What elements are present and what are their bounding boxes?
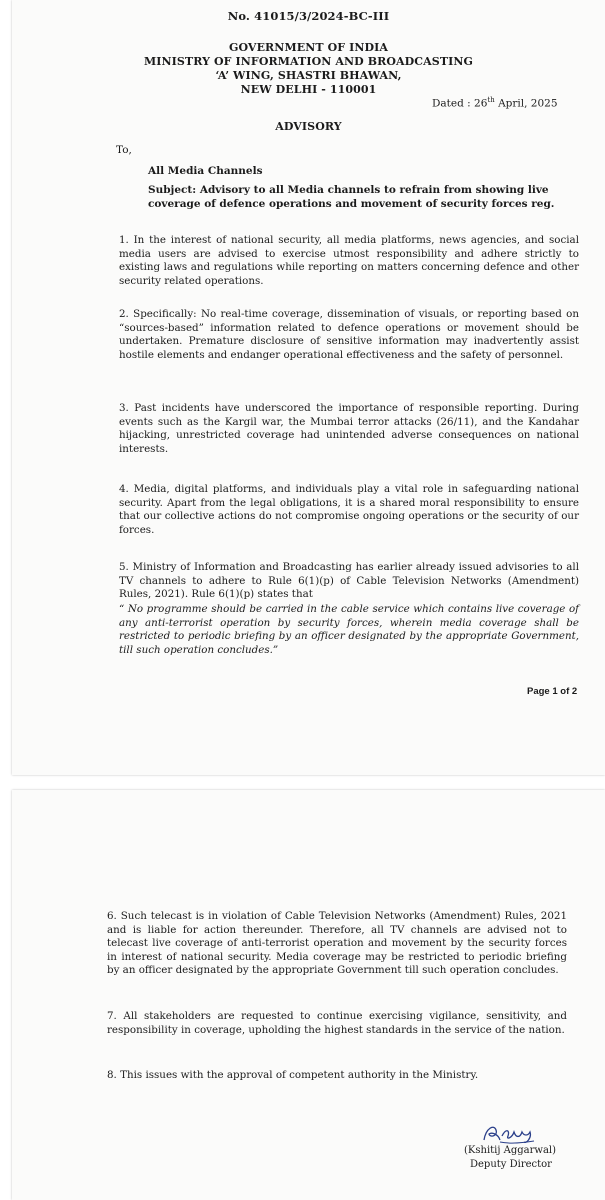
paragraph-8: 8. This issues with the approval of competent authority in the Ministry. — [107, 1069, 479, 1081]
paragraph-7: 7. All stakeholders are requested to continue exercising vigilance, sensitivity, and responsibility in coverage, upholding the highest standards in the service of the nation. — [107, 1010, 567, 1036]
document-page-1 — [12, 0, 605, 775]
to-label: To, — [116, 144, 132, 156]
dated-prefix: Dated : 26 — [432, 97, 488, 110]
government-heading: GOVERNMENT OF INDIA — [228, 41, 389, 54]
dated-sup: th — [487, 96, 495, 104]
advisory-title: ADVISORY — [275, 120, 342, 133]
paragraph-1: 1. In the interest of national security, all media platforms, news agencies, and social media users are advised to exercise utmost responsibility and adhere strictly to existing laws and regulations while reporting on matters concerning defence and other security related operations. — [119, 234, 579, 287]
paragraph-2: 2. Specifically: No real-time coverage, dissemination of visuals, or reporting based on “sources-based” information related to defence operations or movement should be undertaken. Premature disclosure of sensitive information may inadvertently assist hostile elements and endanger operational effectiveness and the safety of personnel. — [119, 308, 579, 361]
signatory-designation: Deputy Director — [470, 1159, 552, 1170]
dated-suffix: April, 2025 — [494, 97, 558, 110]
ministry-heading: MINISTRY OF INFORMATION AND BROADCASTING — [143, 55, 474, 68]
paragraph-4: 4. Media, digital platforms, and individuals play a vital role in safeguarding national security. Apart from the legal obligations, it is a shared moral responsibility to ensure that our collective actions do not compromise ongoing operations or the security of our forces. — [119, 483, 579, 536]
paragraph-3: 3. Past incidents have underscored the importance of responsible reporting. During events such as the Kargil war, the Mumbai terror attacks (26/11), and the Kandahar hijacking, unrestricted coverage had unintended adverse consequences on national interests. — [119, 402, 579, 455]
signature-icon — [480, 1120, 540, 1146]
paragraph-5: 5. Ministry of Information and Broadcasting has earlier already issued advisories to all TV channels to adhere to Rule 6(1)(p) of Cable Television Networks (Amendment) Rules, 2021). Rule 6(1)(p) states that — [119, 561, 579, 600]
dated-line — [432, 96, 558, 110]
paragraph-6: 6. Such telecast is in violation of Cable Television Networks (Amendment) Rules, 2021 and is liable for action thereunder. Therefore, all TV channels are advised not to telecast live coverage of anti-terrorist operation and movement by the security forces in interest of national security. Media coverage may be restricted to periodic briefing by an officer designated by the appropriate Government till such operation concludes. — [107, 910, 567, 977]
document-page-2 — [12, 790, 605, 1200]
subject-line: Subject: Advisory to all Media channels to refrain from showing live coverage of defence operations and movement of security forces reg. — [148, 184, 555, 210]
page-number: Page 1 of 2 — [527, 686, 578, 697]
rule-quote: “ No programme should be carried in the cable service which contains live coverage of any anti-terrorist operation by security forces, wherein media coverage shall be restricted to periodic briefing by an officer designated by the appropriate Government, till such operation concludes.” — [119, 603, 579, 656]
signatory-name: (Kshitij Aggarwal) — [464, 1145, 557, 1156]
file-number: No. 41015/3/2024-BC-III — [227, 9, 390, 23]
signature-mark — [480, 1120, 540, 1146]
address-line-2: NEW DELHI - 110001 — [240, 83, 377, 96]
address-line-1: ‘A’ WING, SHASTRI BHAWAN, — [215, 69, 402, 82]
recipient-name: All Media Channels — [148, 165, 263, 177]
